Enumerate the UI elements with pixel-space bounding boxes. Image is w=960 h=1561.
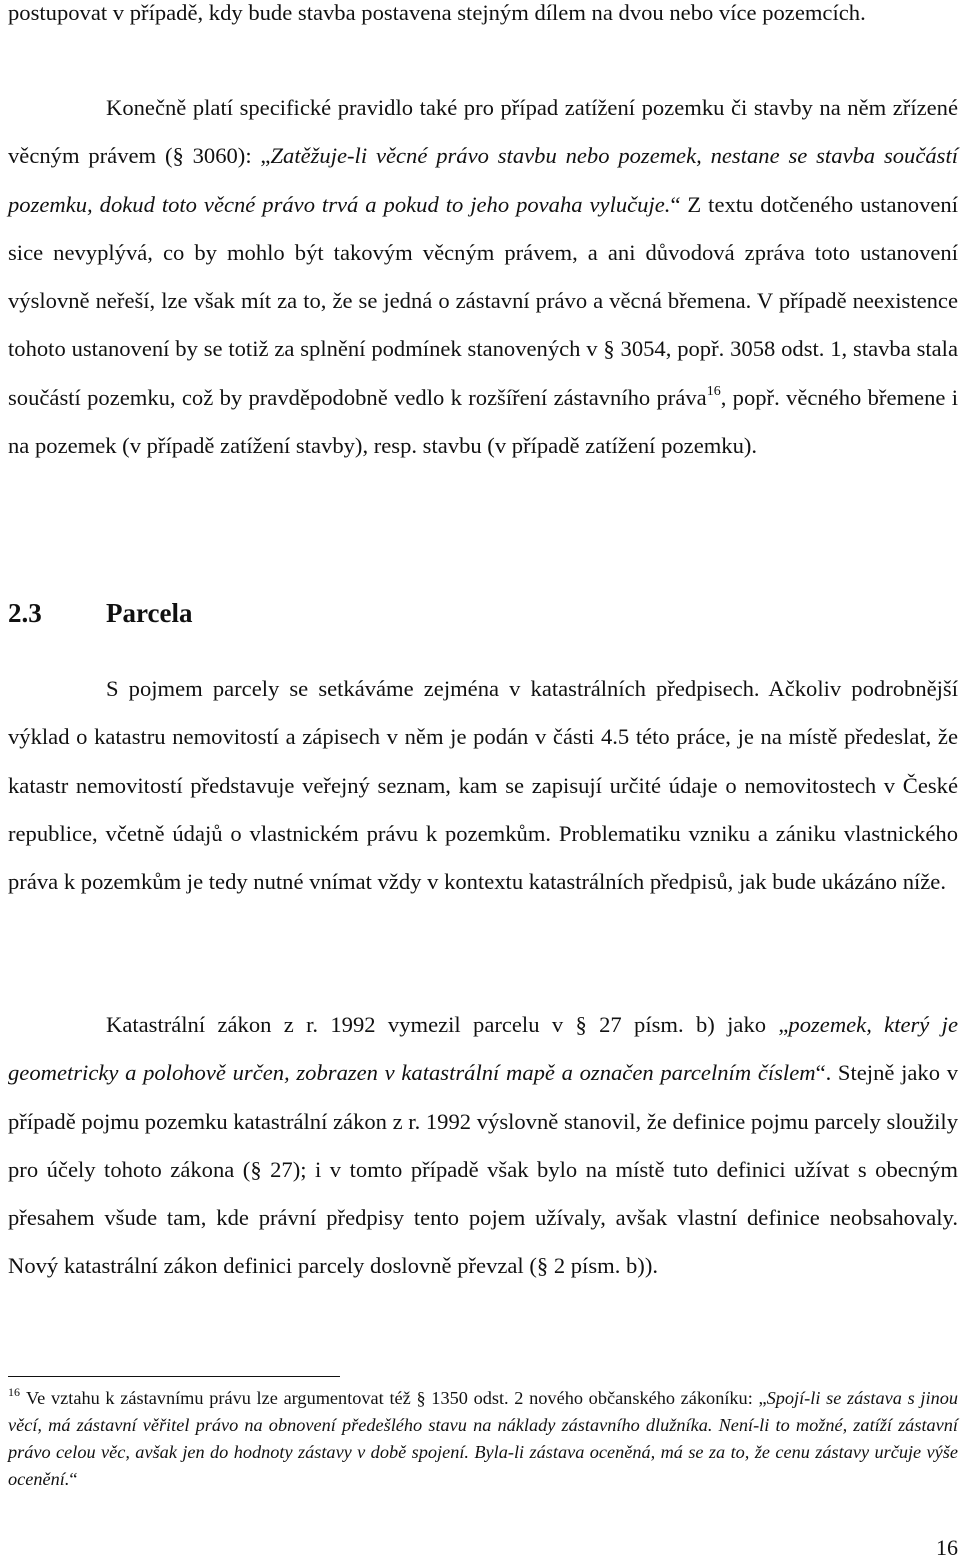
footnote-text-b: “ (69, 1469, 78, 1489)
page-number: 16 (936, 1535, 958, 1560)
footnote-reference[interactable]: 16 (706, 383, 721, 399)
paragraph-2-text-c: , popř. věcného břemene i na pozemek (v případě zatížení stavby), resp. stavbu (v případě zatížení pozemku). (8, 384, 958, 459)
paragraph-4-text-b: “. Stejně jako v případě pojmu pozemku katastrální zákon z r. 1992 výslovně stanovil, že definice pojmu parcely sloužily pro účely tohoto zákona (§ 27); i v tomto případě však bylo na místě tuto definici užívat s obecným přesahem všude tam, kde právní předpisy tento pojem užívaly, avšak vlastní definice neobsahovaly. Nový katastrální zákon definici parcely doslovně převzal (§ 2 písm. b)). (8, 1060, 958, 1279)
paragraph-3 (8, 665, 958, 906)
paragraph-1 (8, 0, 958, 37)
paragraph-2-text-a: Konečně platí specifické pravidlo také pro případ zatížení pozemku či stavby na něm zřízené věcným právem (§ 3060): „ (8, 95, 958, 169)
footnote-separator (8, 1376, 340, 1377)
footnote-quote: Spojí-li se zástava s jinou věcí, má zástavní věřitel právo na obnovení předešlého stavu na náklady zástavního dlužníka. Není-li to možné, zatíží zástavní právo celou věc, avšak jen do hodnoty zástavy v době spojení. Byla-li zástava oceněná, má se za to, že cenu zástavy určuje výše ocenění. (8, 1388, 958, 1489)
footnote-text-a: Ve vztahu k zástavnímu právu lze argumentovat též § 1350 odst. 2 nového občanského zákoníku: „ (26, 1388, 767, 1408)
paragraph-4-quote: pozemek, který je geometricky a polohově určen, zobrazen v katastrální mapě a označen parcelním číslem (8, 1012, 958, 1086)
paragraph-2-text-b: “ Z textu dotčeného ustanovení sice nevyplývá, co by mohlo být takovým věcným právem, a ani důvodová zpráva toto ustanovení výslovně neřeší, lze však mít za to, že se jedná o zástavní právo a věcná břemena. V případě neexistence tohoto ustanovení by se totiž za splnění podmínek stanovených v § 3054, popř. 3058 odst. 1, stavba stala součástí pozemku, což by pravděpodobně vedlo k rozšíření zástavního práva (8, 191, 958, 410)
paragraph-4 (8, 1001, 958, 1291)
section-title: Parcela (106, 598, 193, 628)
paragraph-4-text-a: Katastrální zákon z r. 1992 vymezil parcelu v § 27 písm. b) jako „ (106, 1012, 789, 1037)
paragraph-1-text: postupovat v případě, kdy bude stavba postavena stejným dílem na dvou nebo více pozemcích. (8, 0, 866, 25)
section-heading (8, 598, 192, 629)
paragraph-2 (8, 84, 958, 470)
footnote-16 (8, 1385, 958, 1493)
paragraph-2-quote: Zatěžuje-li věcné právo stavbu nebo pozemek, nestane se stavba součástí pozemku, dokud toto věcné právo trvá a pokud to jeho povaha vylučuje. (8, 143, 959, 217)
section-number: 2.3 (8, 598, 42, 628)
paragraph-3-text: S pojmem parcely se setkáváme zejména v katastrálních předpisech. Ačkoliv podrobnější výklad o katastru nemovitostí a zápisech v něm je podán v části 4.5 této práce, je na místě předeslat, že katastr nemovitostí představuje veřejný seznam, kam se zapisují určité údaje o nemovitostech v České republice, včetně údajů o vlastnickém právu k pozemkům. Problematiku vzniku a zániku vlastnického práva k pozemkům je tedy nutné vnímat vždy v kontextu katastrálních předpisů, jak bude ukázáno níže. (8, 676, 958, 895)
footnote-number: 16 (8, 1385, 20, 1399)
